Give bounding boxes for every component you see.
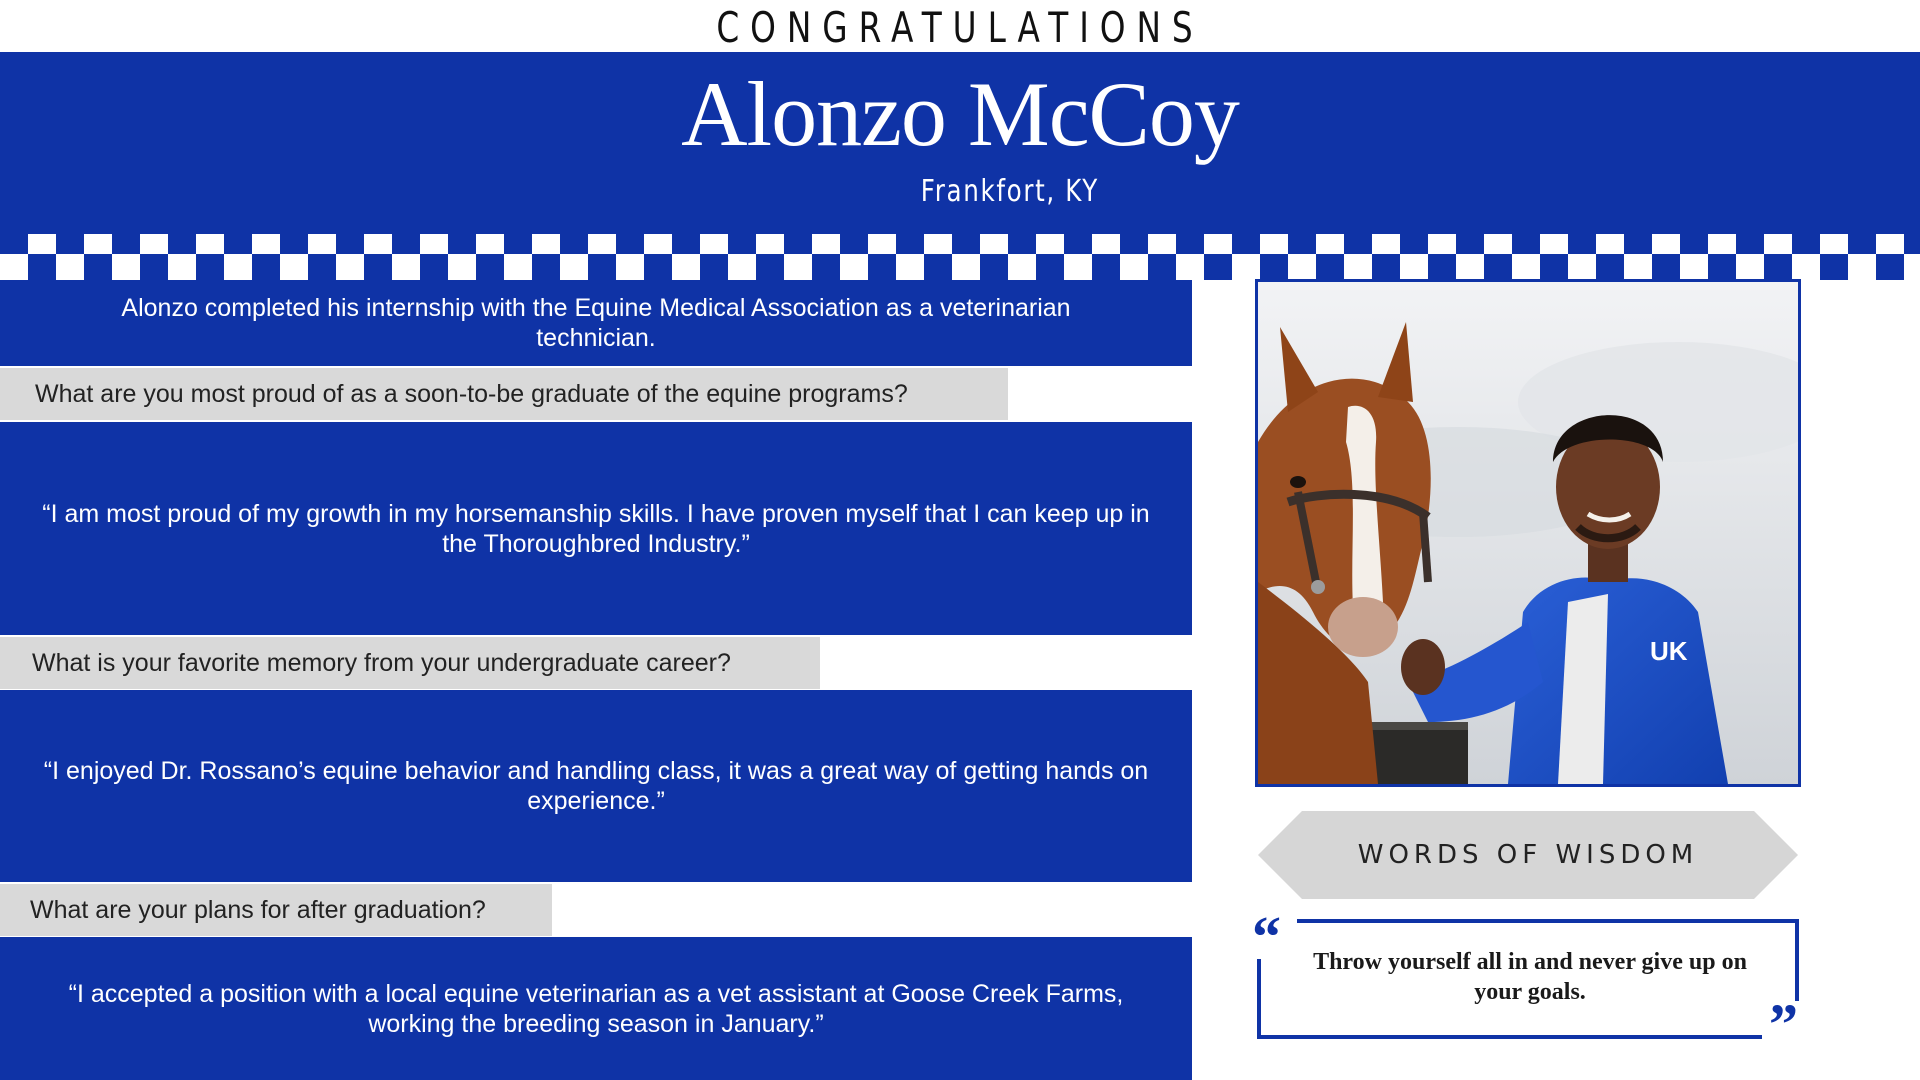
question-3: What are your plans for after graduation? [0,884,552,936]
intro-text: Alonzo completed his internship with the Equine Medical Association as a veterinarian technician. [0,280,1192,366]
graduate-name: Alonzo McCoy [681,63,1239,165]
close-quote-icon: ” [1769,992,1798,1057]
graduate-location: Frankfort, KY [920,174,1099,209]
graduate-photo [1255,279,1801,787]
wisdom-label: WORDS OF WISDOM [1357,840,1699,870]
answer-2: “I enjoyed Dr. Rossano’s equine behavior and handling class, it was a great way of getting hands on experience.” [0,690,1192,882]
checkered-border [0,234,1920,280]
congratulations-heading: CONGRATULATIONS [716,3,1204,52]
wisdom-quote: Throw yourself all in and never give up on your goals. [1313,949,1747,1005]
photo-illustration [1258,282,1798,784]
uk-logo: UK [1650,636,1688,666]
question-1: What are you most proud of as a soon-to-be graduate of the equine programs? [0,368,1008,420]
answer-3: “I accepted a position with a local equine veterinarian as a vet assistant at Goose Creek Farms, working the breeding season in January.” [0,937,1192,1080]
answer-1: “I am most proud of my growth in my horsemanship skills. I have proven myself that I can keep up in the Thoroughbred Industry.” [0,422,1192,635]
open-quote-icon: “ [1252,904,1281,969]
question-2: What is your favorite memory from your undergraduate career? [0,637,820,689]
